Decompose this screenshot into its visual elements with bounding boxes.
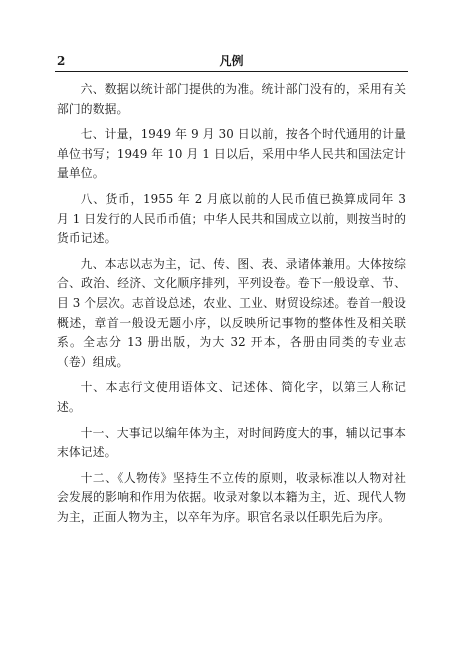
running-head: 凡例 xyxy=(219,54,244,68)
page-body xyxy=(57,80,406,533)
header-rule xyxy=(55,71,408,72)
paragraph-7: 七、计量，1949 年 9 月 30 日以前，按各个时代通用的计量单位书写；1949 年 10 月 1 日以后，采用中华人民共和国法定计量单位。 xyxy=(57,127,406,181)
paragraph-9: 九、本志以志为主，记、传、图、表、录诸体兼用。大体按综合、政治、经济、文化顺序排列，平列设卷。卷下一般设章、节、目 3 个层次。志首设总述，农业、工业、财贸设综述。卷首一般设概述，章首一般设无题小序，以反映所记事物的整体性及相关联系。全志分 13 册出版，为大 32 开本，各册由同类的专业志（卷）组成。 xyxy=(57,256,406,369)
page-number: 2 xyxy=(57,54,66,68)
page-header xyxy=(55,50,408,72)
paragraph-10: 十、本志行文使用语体文、记述体、简化字，以第三人称记述。 xyxy=(57,380,406,414)
paragraph-11: 十一、大事记以编年体为主，对时间跨度大的事，辅以记事本末体记述。 xyxy=(57,425,406,460)
paragraph-6: 六、数据以统计部门提供的为准。统计部门没有的，采用有关部门的数据。 xyxy=(57,82,406,116)
paragraph-12: 十二、《人物传》坚持生不立传的原则，收录标准以人物对社会发展的影响和作用为依据。收录对象以本籍为主，近、现代人物为主，正面人物为主，以卒年为序。职官名录以任职先后为序。 xyxy=(57,470,406,524)
paragraph-8: 八、货币，1955 年 2 月底以前的人民币值已换算成同年 3 月 1 日发行的人民币币值；中华人民共和国成立以前，则按当时的货币记述。 xyxy=(57,191,406,246)
